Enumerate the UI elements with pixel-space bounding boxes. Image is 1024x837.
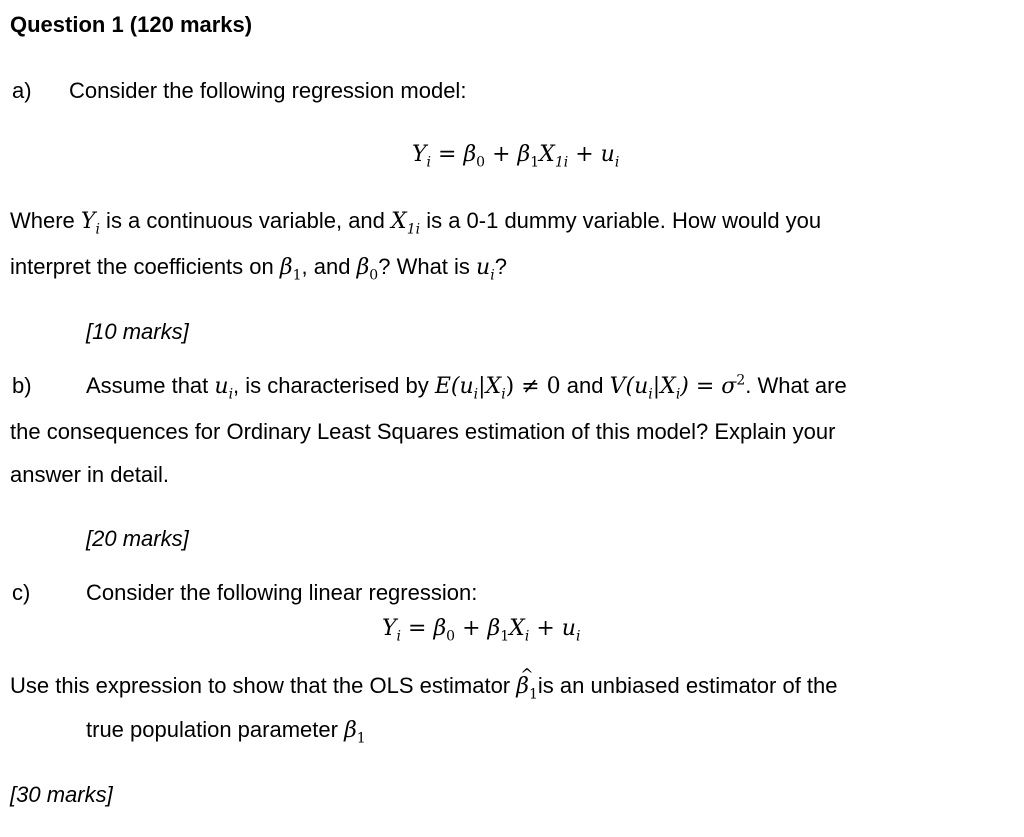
part-b-cond2-sub1: i [648,386,653,403]
part-b-l1-ui-main: u [214,374,229,399]
part-a-l2-beta0-main: β [356,255,370,280]
part-c-l1-text1: Use this expression to show that the OLS estimator [10,673,517,698]
part-c-l1-beta-hat [516,674,538,703]
eq-c-beta1: β [487,616,501,641]
eq-a-beta0-sub: 0 [476,154,486,171]
part-c-l1-beta-hat-sub: 1 [528,686,538,703]
part-a-l2-text1: interpret the coefficients on [10,254,280,279]
part-b-l1-ui-sub: i [228,386,234,403]
eq-a-plus1: + [492,142,511,167]
question-title: Question 1 (120 marks) [10,12,253,37]
eq-c-u-sub: i [575,628,581,645]
part-b-cond1-c: ) ≠ 0 [505,374,561,399]
eq-a-lhs-sub: i [426,154,432,171]
part-a-l1-text1: Where [10,208,81,233]
eq-a-x: X [539,142,555,167]
part-a-l1-x1i-sub: 1i [406,221,421,238]
eq-c-beta0: β [433,616,447,641]
part-a-text-line-2 [10,254,507,284]
part-a-l2-beta0 [356,255,379,284]
eq-a-lhs: Y [412,142,427,167]
eq-c-u: u [561,616,576,641]
eq-c-beta1-sub: 1 [500,628,510,645]
part-c-intro: Consider the following linear regression: [86,580,478,605]
part-b-l1-comma: , [233,373,240,398]
part-b-cond2-sup: 2 [736,372,746,389]
part-c-l2-text1: true population parameter [86,717,345,742]
eq-c-lhs: Y [382,616,397,641]
part-c-l2-beta1-main: β [344,718,357,743]
part-a-intro: Consider the following regression model: [69,78,467,103]
part-a-l2-text2: and [307,254,357,279]
part-c-l1-beta-hat-main: ^ β [516,674,529,700]
part-b-l1-ui [214,374,234,403]
part-b-cond2-a: V(u [609,374,649,399]
part-b-cond1-sub2: i [501,386,506,403]
part-b-cond2-sub2: i [675,386,681,403]
part-c-l2-beta1-sub: 1 [356,730,366,747]
part-b-label: b) [12,373,32,398]
part-a-l2-beta0-sub: 0 [369,267,379,284]
eq-a-u: u [600,142,615,167]
part-b-marks: [20 marks] [86,526,189,551]
eq-a-x-sub: 1i [554,154,569,171]
part-b-l1-text3: and [560,373,610,398]
eq-a-plus2: + [575,142,594,167]
part-c-text-line-2 [86,717,366,747]
part-c-l2-beta1 [344,718,366,747]
part-a-text-line-1 [10,208,822,238]
part-b-cond2-c: ) = σ [680,374,737,399]
eq-a-beta1: β [517,142,531,167]
part-b-cond1-a: E(u [434,374,474,399]
part-b-l1-cond1 [434,374,561,403]
part-a-l1-yi-main: Y [80,209,96,234]
eq-c-beta0-sub: 0 [446,628,456,645]
eq-a-beta1-sub: 1 [530,154,540,171]
part-a-l2-beta1 [279,255,302,284]
part-c-marks: [30 marks] [10,782,113,807]
part-c-label: c) [12,580,31,605]
part-a-l2-ui [476,255,495,284]
part-b-cond1-sub1: i [473,386,479,403]
part-a-l1-yi [80,209,100,238]
part-a-equation [412,142,620,171]
part-b-cond1-b: |X [478,374,502,399]
part-a-l2-text3: ? What is [378,254,477,279]
part-b-text-line-2: the consequences for Ordinary Least Squares estimation of this model? Explain your [10,419,836,444]
part-a-label: a) [12,78,32,103]
part-a-l2-beta1-sub: 1 [292,267,302,284]
part-a-l1-text3: is a 0-1 dummy variable. How would you [420,208,822,233]
eq-c-x: X [509,616,525,641]
part-b-cond2-b: |X [652,374,676,399]
eq-a-beta0: β [463,142,477,167]
part-a-l2-comma: , [301,254,308,279]
part-b-l1-text2: is characterised by [239,373,435,398]
part-a-l1-x1i-main: X [391,209,407,234]
part-b-l1-text4: . What are [745,373,847,398]
part-a-marks: [10 marks] [86,319,189,344]
part-c-text-line-1 [10,673,838,703]
eq-c-plus1: + [462,616,481,641]
eq-a-equals: = [438,142,457,167]
part-a-l1-text2: is a continuous variable, and [99,208,392,233]
eq-c-lhs-sub: i [396,628,402,645]
eq-c-plus2: + [536,616,555,641]
eq-c-equals: = [408,616,427,641]
part-a-l2-beta1-main: β [279,255,293,280]
part-b-text-line-3: answer in detail. [10,462,169,487]
part-c-l1-text2: is an unbiased estimator of the [537,673,838,698]
part-a-l1-x1i [391,209,421,238]
part-a-l2-text4: ? [494,254,507,279]
part-c-equation [382,616,581,645]
part-b-text-line-1 [86,372,847,403]
part-a-l2-ui-main: u [476,255,491,280]
eq-c-x-sub: i [524,628,530,645]
part-a-l1-yi-sub: i [95,221,100,238]
part-a-l2-ui-sub: i [490,267,495,284]
part-b-l1-cond2 [609,372,746,403]
part-b-l1-text1: Assume that [86,373,215,398]
eq-a-u-sub: i [614,154,620,171]
